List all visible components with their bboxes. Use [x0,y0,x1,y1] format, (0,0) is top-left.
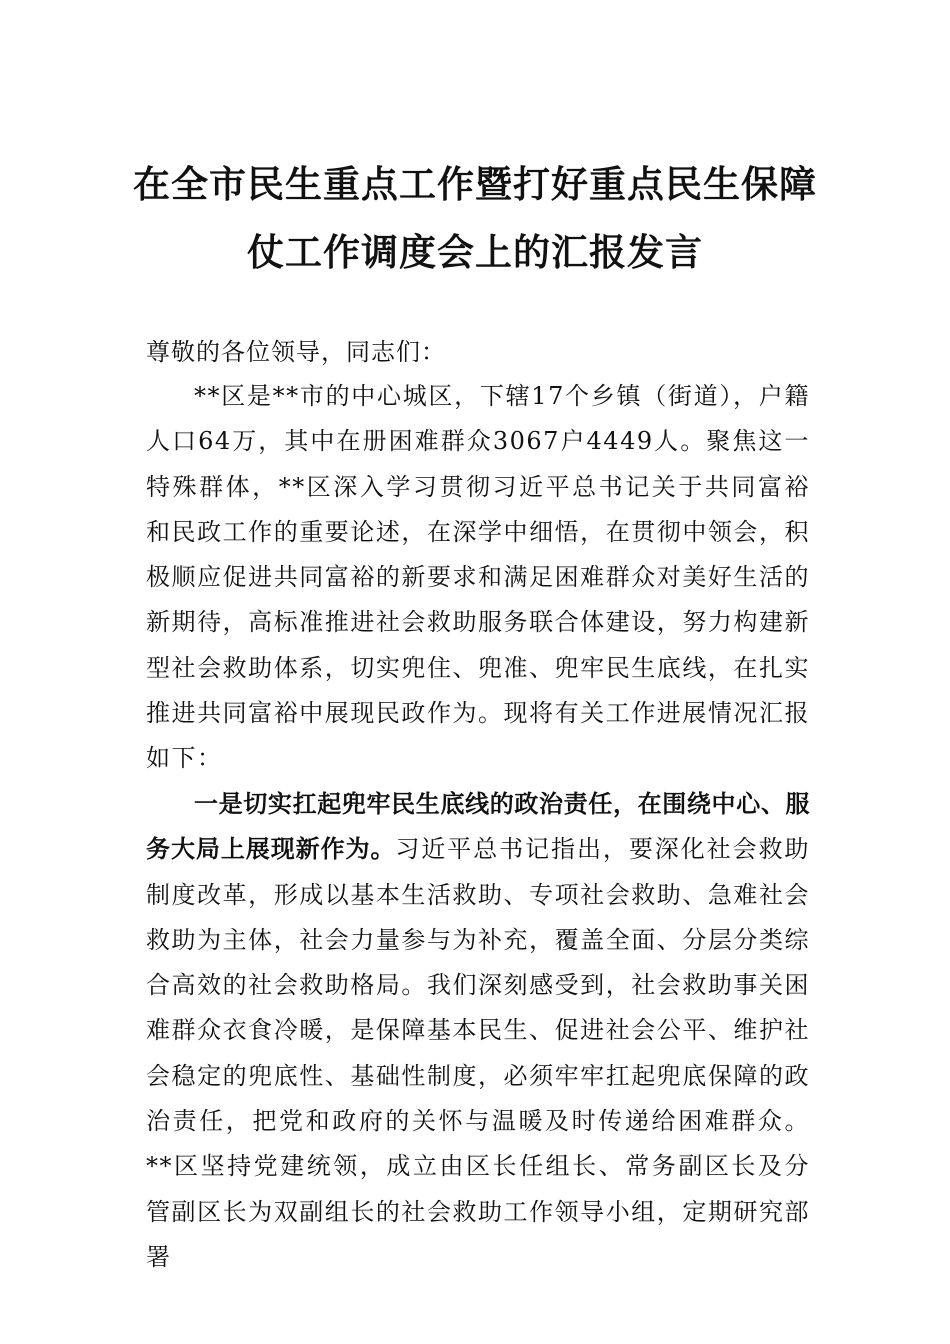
salutation: 尊敬的各位领导，同志们： [146,338,446,366]
paragraph-section-one [146,782,810,1280]
document-title-line-2: 仗工作调度会上的汇报发言 [247,231,703,274]
section-one-heading: 一是切实扛起兜牢民生底线的政治责任，在围绕中心、服务大局上展现新作为。 [146,790,810,864]
document-title-line-1: 在全市民生重点工作暨打好重点民生保障 [133,163,817,206]
paragraph-intro: **区是**市的中心城区，下辖17个乡镇（街道），户籍人口64万，其中在册困难群众3067户4449人。聚焦这一特殊群体，**区深入学习贯彻习近平总书记关于共同富裕和民政工作的重要论述，在深学中细悟，在贯彻中领会，积极顺应促进共同富裕的新要求和满足困难群众对美好生活的新期待，高标准推进社会救助服务联合体建设，努力构建新型社会救助体系，切实兜住、兜准、兜牢民生底线，在扎实推进共同富裕中展现民政作为。现将有关工作进展情况汇报如下： [146,382,810,773]
section-one-body: 习近平总书记指出，要深化社会救助制度改革，形成以基本生活救助、专项社会救助、急难社会救助为主体，社会力量参与为补充，覆盖全面、分层分类综合高效的社会救助格局。我们深刻感受到，社会救助事关困难群众衣食冷暖，是保障基本民生、促进社会公平、维护社会稳定的兜底性、基础性制度，必须牢牢扛起兜底保障的政治责任，把党和政府的关怀与温暖及时传递给困难群众。**区坚持党建统领，成立由区长任组长、常务副区长及分管副区长为双副组长的社会救助工作领导小组，定期研究部署 [146,835,811,1271]
